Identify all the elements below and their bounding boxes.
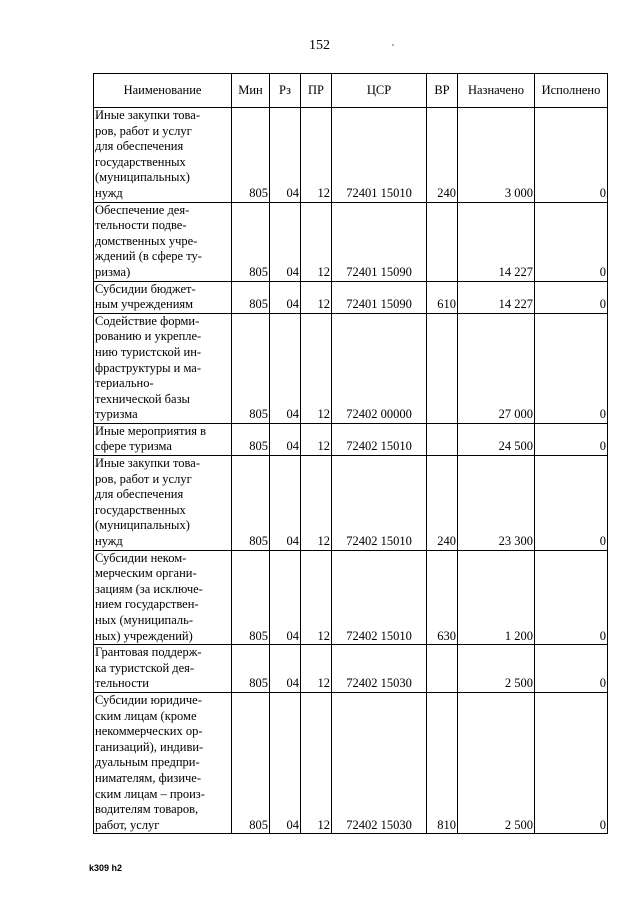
row-name-line: ганизаций), индиви- xyxy=(95,739,204,754)
row-pr-cell: 12 xyxy=(301,456,332,551)
row-name-line: водителям товаров, xyxy=(95,802,199,817)
row-name-line: нужд xyxy=(95,185,123,200)
row-name-line: тельности подве- xyxy=(95,218,187,233)
footer-code: k309 h2 xyxy=(89,863,123,873)
row-name-line: рованию и укрепле- xyxy=(95,329,202,344)
table-row xyxy=(94,108,608,203)
row-name-line: ным учреждениям xyxy=(95,297,194,312)
row-name-line: ским лицам – произ- xyxy=(95,786,205,801)
row-min-cell: 805 xyxy=(232,550,270,645)
table-row xyxy=(94,550,608,645)
row-vr-cell xyxy=(427,313,458,423)
row-assigned-cell: 14 227 xyxy=(458,281,535,313)
row-name-cell xyxy=(94,202,232,281)
row-rz-cell: 04 xyxy=(270,645,301,693)
header-rz: Рз xyxy=(270,74,301,108)
row-name-line: (муниципальных) xyxy=(95,170,190,185)
header-min: Мин xyxy=(232,74,270,108)
row-min-cell: 805 xyxy=(232,313,270,423)
row-name-cell xyxy=(94,423,232,455)
row-min-cell: 805 xyxy=(232,108,270,203)
row-name-line: тельности xyxy=(95,676,149,691)
table-row xyxy=(94,281,608,313)
row-name-cell xyxy=(94,692,232,833)
row-name-line: Субсидии юридиче- xyxy=(95,692,202,707)
header-csr: ЦСР xyxy=(332,74,427,108)
row-name-line: ризма) xyxy=(95,264,131,279)
row-vr-cell xyxy=(427,645,458,693)
header-vr: ВР xyxy=(427,74,458,108)
row-vr-cell: 240 xyxy=(427,108,458,203)
row-name-cell xyxy=(94,313,232,423)
row-csr-cell: 72402 15010 xyxy=(332,456,427,551)
scan-speck xyxy=(392,44,394,46)
row-pr-cell: 12 xyxy=(301,692,332,833)
row-name-line: Субсидии неком- xyxy=(95,550,187,565)
header-assigned: Назначено xyxy=(458,74,535,108)
row-min-cell: 805 xyxy=(232,645,270,693)
row-name-cell xyxy=(94,456,232,551)
row-rz-cell: 04 xyxy=(270,456,301,551)
row-executed-cell: 0 xyxy=(535,313,608,423)
row-vr-cell xyxy=(427,202,458,281)
row-name-line: ка туристской дея- xyxy=(95,660,195,675)
row-name-line: некоммерческих ор- xyxy=(95,724,203,739)
row-min-cell: 805 xyxy=(232,456,270,551)
row-name-line: работ, услуг xyxy=(95,817,160,832)
row-pr-cell: 12 xyxy=(301,281,332,313)
row-csr-cell: 72402 15030 xyxy=(332,645,427,693)
row-name-line: (муниципальных) xyxy=(95,518,190,533)
row-csr-cell: 72401 15010 xyxy=(332,108,427,203)
row-name-line: нужд xyxy=(95,534,123,549)
row-rz-cell: 04 xyxy=(270,692,301,833)
row-name-line: технической базы xyxy=(95,391,190,406)
row-name-cell xyxy=(94,550,232,645)
row-name-line: дуальным предпри- xyxy=(95,755,200,770)
row-name-line: Иные закупки това- xyxy=(95,108,200,122)
row-csr-cell: 72401 15090 xyxy=(332,202,427,281)
row-assigned-cell: 23 300 xyxy=(458,456,535,551)
row-name-line: Субсидии бюджет- xyxy=(95,281,196,296)
row-name-line: Иные мероприятия в xyxy=(95,423,207,438)
row-vr-cell: 810 xyxy=(427,692,458,833)
row-name-line: туризма xyxy=(95,407,138,422)
row-csr-cell: 72402 00000 xyxy=(332,313,427,423)
row-name-cell xyxy=(94,108,232,203)
row-name-line: нию туристской ин- xyxy=(95,344,202,359)
row-name-line: ных (муниципаль- xyxy=(95,613,193,627)
header-executed: Исполнено xyxy=(535,74,608,108)
row-name-cell xyxy=(94,281,232,313)
table-body xyxy=(94,108,608,834)
row-name-line: государственных xyxy=(95,154,186,169)
row-min-cell: 805 xyxy=(232,692,270,833)
table-row xyxy=(94,645,608,693)
row-name-line: ров, работ и услуг xyxy=(95,471,192,486)
table-row xyxy=(94,313,608,423)
row-executed-cell: 0 xyxy=(535,281,608,313)
row-vr-cell: 240 xyxy=(427,456,458,551)
row-assigned-cell: 2 500 xyxy=(458,692,535,833)
row-name-line: для обеспечения xyxy=(95,487,184,502)
row-assigned-cell: 27 000 xyxy=(458,313,535,423)
row-name-line: ных) учреждений) xyxy=(95,628,193,643)
row-csr-cell: 72402 15010 xyxy=(332,423,427,455)
page-number: 152 xyxy=(309,38,330,53)
row-pr-cell: 12 xyxy=(301,550,332,645)
row-pr-cell: 12 xyxy=(301,645,332,693)
row-executed-cell: 0 xyxy=(535,423,608,455)
row-csr-cell: 72401 15090 xyxy=(332,281,427,313)
row-assigned-cell: 1 200 xyxy=(458,550,535,645)
row-name-line: для обеспечения xyxy=(95,139,184,154)
table-row xyxy=(94,692,608,833)
row-rz-cell: 04 xyxy=(270,423,301,455)
row-pr-cell: 12 xyxy=(301,423,332,455)
row-name-line: ждений (в сфере ту- xyxy=(95,249,202,264)
row-name-line: фраструктуры и ма- xyxy=(95,360,201,375)
row-csr-cell: 72402 15030 xyxy=(332,692,427,833)
row-assigned-cell: 24 500 xyxy=(458,423,535,455)
row-name-line: Иные закупки това- xyxy=(95,456,200,471)
row-rz-cell: 04 xyxy=(270,313,301,423)
row-name-line: нием государствен- xyxy=(95,597,199,612)
row-vr-cell: 630 xyxy=(427,550,458,645)
header-name: Наименование xyxy=(94,74,232,108)
row-name-line: зациям (за исключе- xyxy=(95,581,203,596)
row-name-line: домственных учре- xyxy=(95,233,198,248)
table-row xyxy=(94,423,608,455)
row-pr-cell: 12 xyxy=(301,202,332,281)
budget-table xyxy=(93,73,608,834)
row-vr-cell: 610 xyxy=(427,281,458,313)
row-name-line: ров, работ и услуг xyxy=(95,123,192,138)
row-name-line: Обеспечение дея- xyxy=(95,202,190,217)
row-min-cell: 805 xyxy=(232,423,270,455)
row-name-cell xyxy=(94,645,232,693)
row-min-cell: 805 xyxy=(232,202,270,281)
row-min-cell: 805 xyxy=(232,281,270,313)
row-executed-cell: 0 xyxy=(535,202,608,281)
row-name-line: Грантовая поддерж- xyxy=(95,645,202,660)
row-rz-cell: 04 xyxy=(270,108,301,203)
table-row xyxy=(94,202,608,281)
table-header-row xyxy=(94,74,608,108)
row-name-line: териально- xyxy=(95,376,154,391)
row-name-line: нимателям, физиче- xyxy=(95,770,201,785)
row-executed-cell: 0 xyxy=(535,456,608,551)
row-name-line: мерческим органи- xyxy=(95,566,197,581)
row-executed-cell: 0 xyxy=(535,645,608,693)
header-pr: ПР xyxy=(301,74,332,108)
row-executed-cell: 0 xyxy=(535,692,608,833)
row-assigned-cell: 3 000 xyxy=(458,108,535,203)
row-csr-cell: 72402 15010 xyxy=(332,550,427,645)
row-name-line: ским лицам (кроме xyxy=(95,708,197,723)
row-name-line: Содействие форми- xyxy=(95,313,200,328)
row-assigned-cell: 14 227 xyxy=(458,202,535,281)
row-rz-cell: 04 xyxy=(270,202,301,281)
row-assigned-cell: 2 500 xyxy=(458,645,535,693)
row-pr-cell: 12 xyxy=(301,313,332,423)
table-row xyxy=(94,456,608,551)
row-executed-cell: 0 xyxy=(535,550,608,645)
row-pr-cell: 12 xyxy=(301,108,332,203)
row-rz-cell: 04 xyxy=(270,550,301,645)
row-rz-cell: 04 xyxy=(270,281,301,313)
row-vr-cell xyxy=(427,423,458,455)
row-executed-cell: 0 xyxy=(535,108,608,203)
row-name-line: государственных xyxy=(95,502,186,517)
row-name-line: сфере туризма xyxy=(95,439,172,454)
